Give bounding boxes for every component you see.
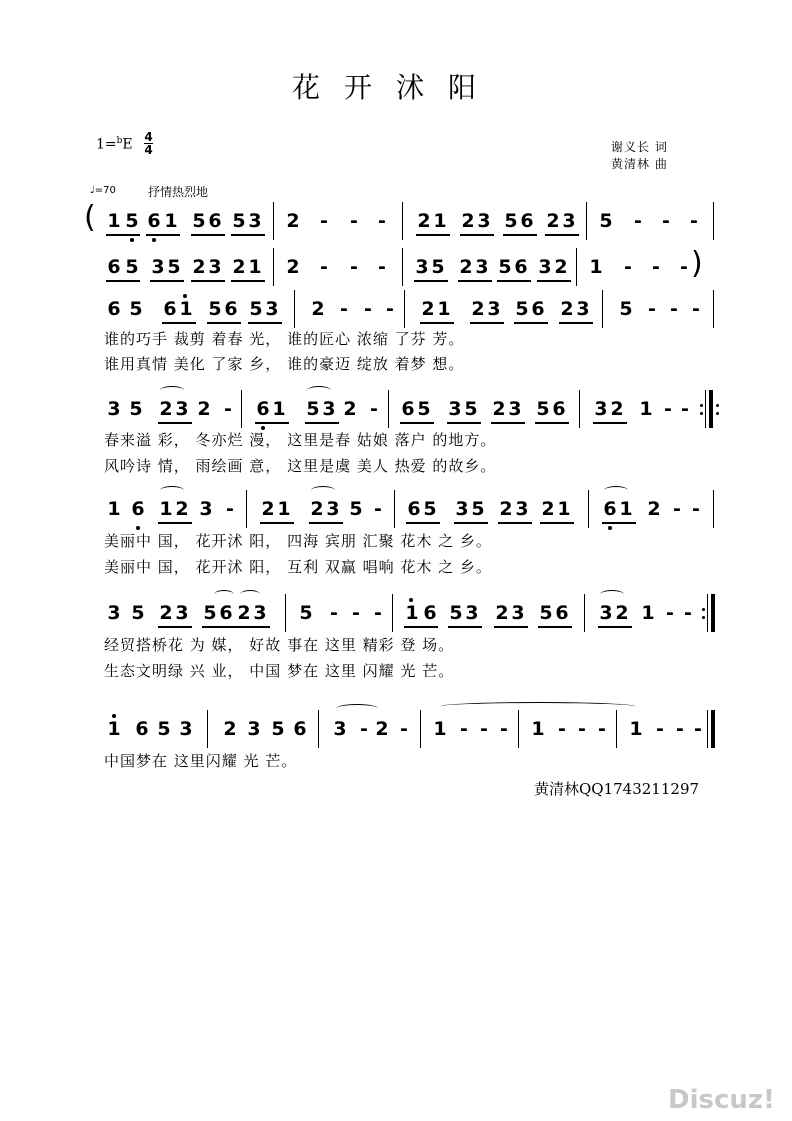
repeat-open-paren: (	[84, 200, 96, 235]
tempo-mark: ♩=70	[90, 185, 116, 196]
lyrics-row-4-verse-2: 风吟诗 情， 雨绘画 意， 这里是虞 美人 热爱 的故乡。	[104, 457, 497, 475]
lyrics-row-3-verse-2: 谁用真情 美化 了家 乡， 谁的豪迈 绽放 着梦 想。	[104, 355, 465, 373]
time-bottom: 4	[144, 143, 153, 157]
composer-credit: 黄清林 曲	[611, 157, 668, 171]
arranger-contact: 黄清林QQ1743211297	[534, 780, 700, 798]
expression-mark: 抒情热烈地	[148, 185, 209, 199]
key-flat: b	[116, 136, 123, 146]
key-note: E	[122, 136, 133, 153]
repeat-close-paren: )	[691, 246, 703, 281]
lyrics-row-7: 中国梦在 这里闪耀 光 芒。	[104, 752, 298, 770]
score-row-4: 3 5 2 3 2 - 6 1 5 3 2 - 6 5 3 5 2 3 5 6 3 2 1 - -	[0, 398, 792, 438]
lyrics-row-5-verse-2: 美丽中 国， 花开沭 阳， 互利 双赢 唱响 花木 之 乡。	[104, 558, 492, 576]
time-signature	[144, 131, 153, 156]
watermark: Discuz!	[668, 1085, 775, 1115]
key-label: 1=	[96, 136, 117, 153]
lyrics-row-4-verse-1: 春来溢 彩， 冬亦烂 漫， 这里是春 姑娘 落户 的地方。	[104, 431, 497, 449]
lyrics-row-6-verse-2: 生态文明绿 兴 业， 中国 梦在 这里 闪耀 光 芒。	[104, 662, 455, 680]
lyricist-credit: 谢义长 词	[611, 140, 668, 154]
lyrics-row-3-verse-1: 谁的巧手 裁剪 着春 光， 谁的匠心 浓缩 了芬 芳。	[104, 330, 465, 348]
score-row-1: ( 1 5 6 1 5 6 5 3 2 - - - 2 1 2 3 5 6 2 3 5 - - -	[0, 210, 792, 250]
score-row-3: 6 5 6 1 5 6 5 3 2 - - - 2 1 2 3 5 6 2 3 5 - - -	[0, 298, 792, 338]
lyrics-row-6-verse-1: 经贸搭桥花 为 媒， 好故 事在 这里 精彩 登 场。	[104, 636, 455, 654]
time-top: 4	[144, 130, 153, 144]
score-row-7: 1 6 5 3 2 3 5 6 3 - 2 - 1 - - - 1 - - - 1 - - -	[0, 718, 792, 758]
score-row-5: 1 6 1 2 3 - 2 1 2 3 5 - 6 5 3 5 2 3 2 1 6 1 2 - -	[0, 498, 792, 538]
score-row-6: 3 5 2 3 5 6 2 3 5 - - - 1 6 5 3 2 3 5 6 3 2 1 - -	[0, 602, 792, 642]
song-title: 花开沭阳	[291, 71, 500, 104]
lyrics-row-5-verse-1: 美丽中 国， 花开沭 阳， 四海 宾朋 汇聚 花木 之 乡。	[104, 532, 492, 550]
key-signature	[96, 136, 133, 153]
score-row-2: 6 5 3 5 2 3 2 1 2 - - - 3 5 2 3 5 6 3 2 1 - - - )	[0, 256, 792, 296]
